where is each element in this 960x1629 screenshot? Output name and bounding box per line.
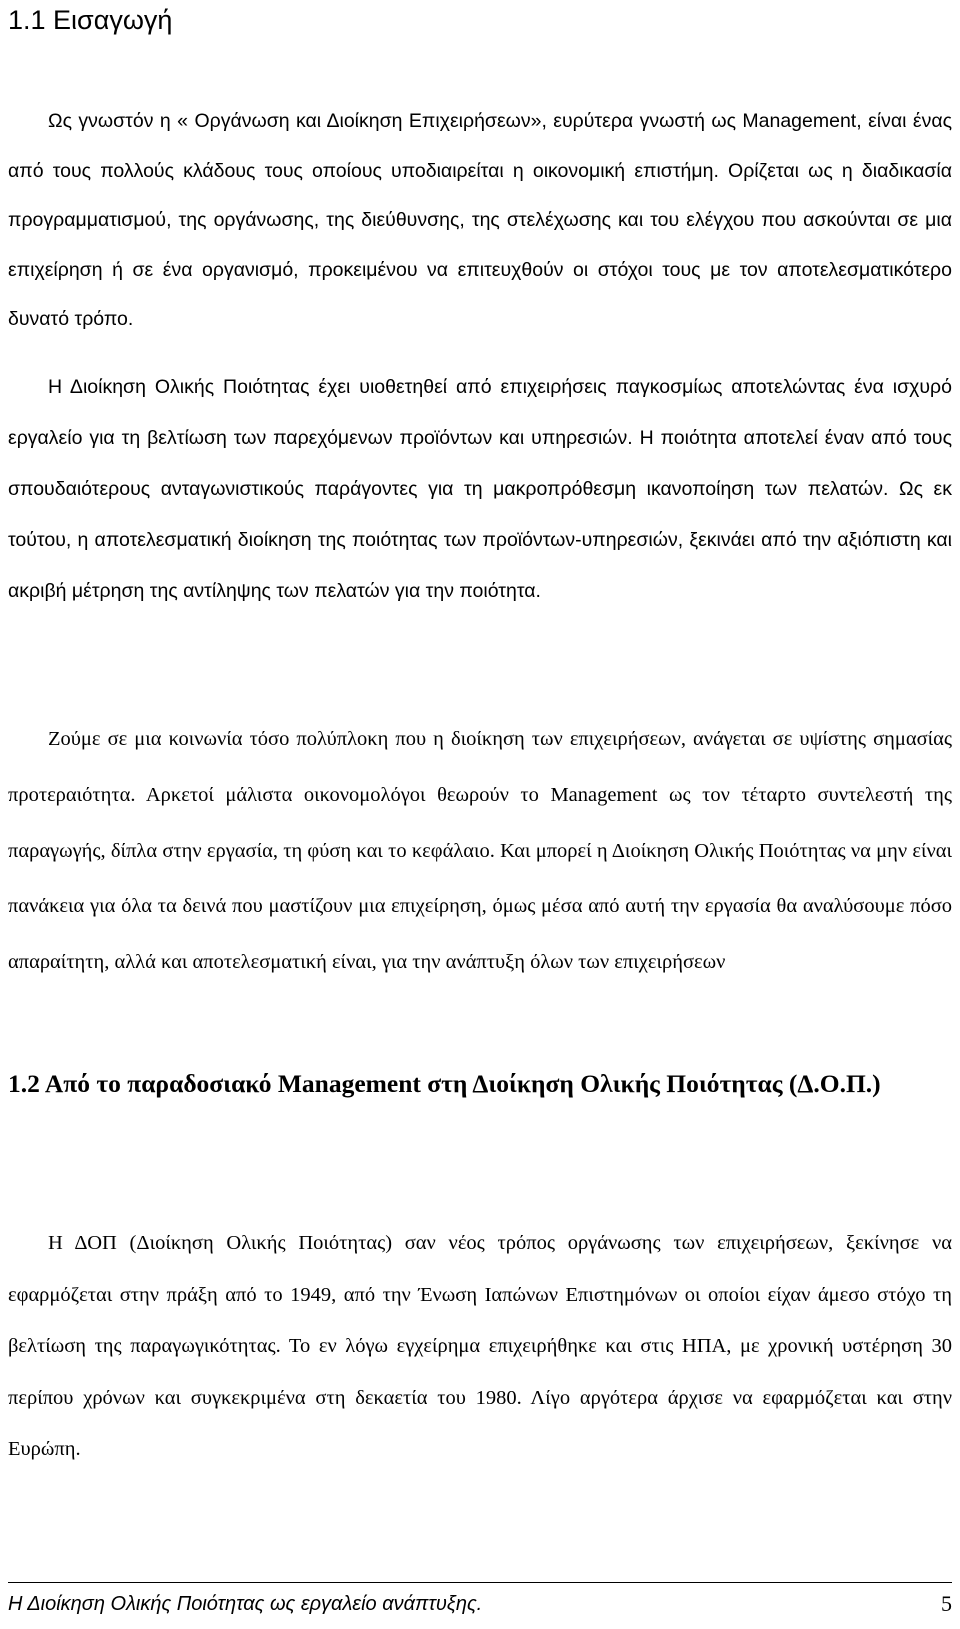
paragraph-tqm-history: Η ΔΟΠ (Διοίκηση Ολικής Ποιότητας) σαν νέος τρόπος οργάνωσης των επιχειρήσεων, ξεκίνησε να εφαρμόζεται στην πράξη από το 1949, από την Ένωση Ιαπώνων Επιστημόνων οι οποίοι είχαν άμεσο στόχο τη βελτίωση της παραγωγικότητας. Το εν λόγω εγχείρημα επιχειρήθηκε και στις ΗΠΑ, με χρονική υστέρηση 30 περίπου χρόνων και συγκεκριμένα στη δεκαετία του 1980. Λίγο αργότερα άρχισε να εφαρμόζεται και στην Ευρώπη. bbox=[8, 1232, 952, 1460]
paragraph-complex-society: Ζούμε σε μια κοινωνία τόσο πολύπλοκη που η διοίκηση των επιχειρήσεων, ανάγεται σε υψίστης σημασίας προτεραιότητα. Αρκετοί μάλιστα οικονομολόγοι θεωρούν το Management ως τον τέταρτο συντελεστή της παραγωγής, δίπλα στην εργασία, τη φύση και το κεφάλαιο. Και μπορεί η Διοίκηση Ολικής Ποιότητας να μην είναι πανάκεια για όλα τα δεινά που μαστίζουν μια επιχείρηση, όμως μέσα από αυτή την εργασία θα αναλύσουμε πόσο απαραίτητη, αλλά και αποτελεσματική είναι, για την ανάπτυξη όλων των επιχειρήσεων bbox=[8, 728, 952, 974]
page-number: 5 bbox=[941, 1591, 952, 1616]
paragraph-management-definition: Ως γνωστόν η « Οργάνωση και Διοίκηση Επιχειρήσεων», ευρύτερα γνωστή ως Management, είναι ένας από τους πολλούς κλάδους τους οποίους υποδιαιρείται η οικονομική επιστήμη. Ορίζεται ως η διαδικασία προγραμματισμού, της οργάνωσης, της διεύθυνσης, της στελέχωσης και του ελέγχου που ασκούνται σε μια επιχείρηση ή σε ένα οργανισμό, προκειμένου να επιτευχθούν οι στόχοι τους με τον αποτελεσματικότερο δυνατό τρόπο. bbox=[8, 110, 952, 331]
section-heading-traditional-to-tqm: 1.2 Από το παραδοσιακό Management στη Διοίκηση Ολικής Ποιότητας (Δ.Ο.Π.) bbox=[8, 1069, 881, 1098]
paragraph-total-quality-management: Η Διοίκηση Ολικής Ποιότητας έχει υιοθετηθεί από επιχειρήσεις παγκοσμίως αποτελώντας ένα ισχυρό εργαλείο για τη βελτίωση των παρεχόμενων προϊόντων και υπηρεσιών. Η ποιότητα αποτελεί έναν από τους σπουδαιότερους ανταγωνιστικούς παράγοντες για τη μακροπρόθεσμη ικανοποίηση των πελατών. Ως εκ τούτου, η αποτελεσματική διοίκηση της ποιότητας των προϊόντων-υπηρεσιών, ξεκινάει από την αξιόπιστη και ακριβή μέτρηση της αντίληψης των πελατών για την ποιότητα. bbox=[8, 376, 952, 602]
page-footer bbox=[8, 1582, 952, 1619]
section-heading-introduction: 1.1 Εισαγωγή bbox=[8, 5, 173, 35]
footer-title: Η Διοίκηση Ολικής Ποιότητας ως εργαλείο ανάπτυξης. bbox=[8, 1593, 483, 1615]
